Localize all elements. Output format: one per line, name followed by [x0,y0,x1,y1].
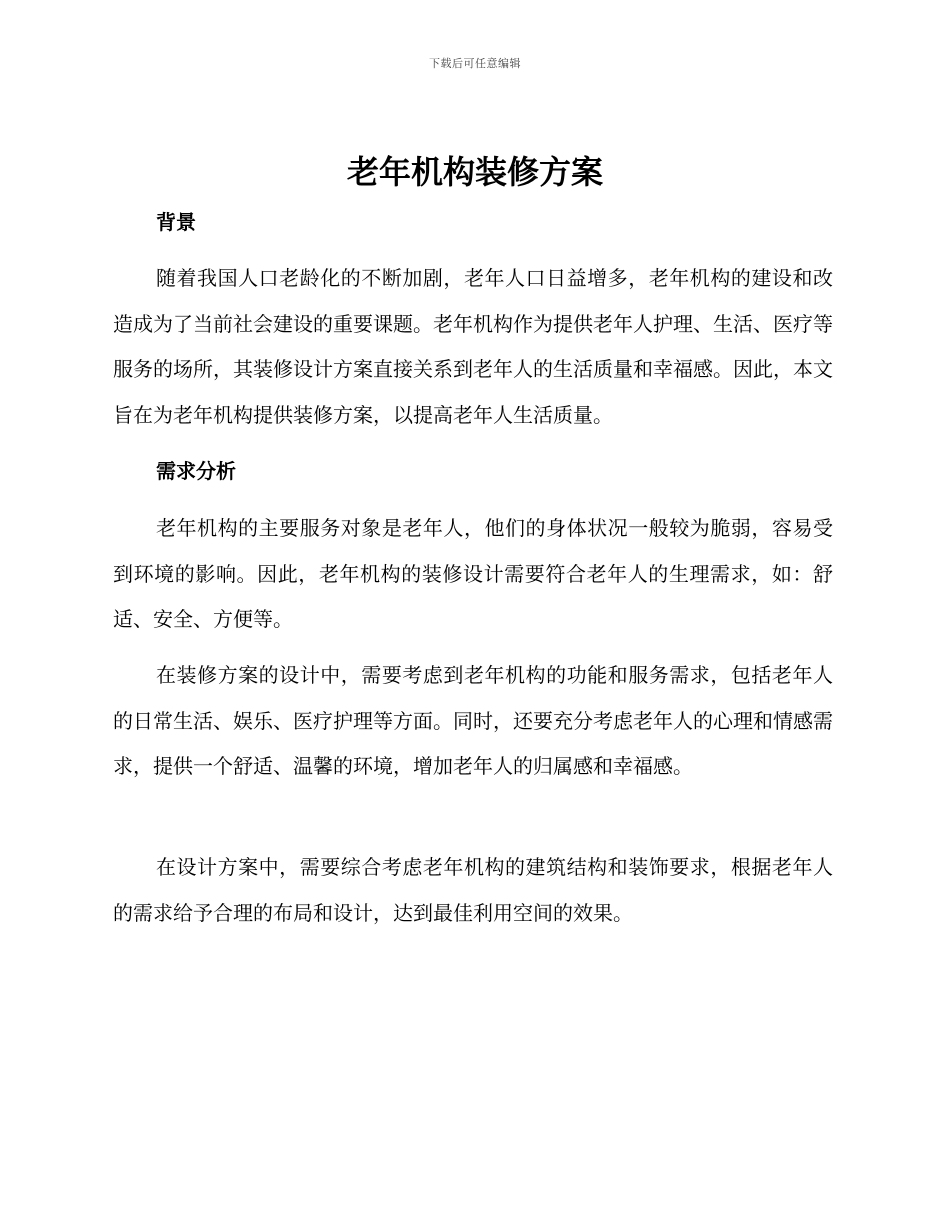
section-heading-needs-analysis: 需求分析 [156,459,236,483]
paragraph-needs-2: 在装修方案的设计中，需要考虑到老年机构的功能和服务需求，包括老年人的日常生活、娱乐、医疗护理等方面。同时，还要充分考虑老年人的心理和情感需求，提供一个舒适、温馨的环境，增加老年人的归属感和幸福感。 [113,663,833,778]
paragraph-needs-3: 在设计方案中，需要综合考虑老年机构的建筑结构和装饰要求，根据老年人的需求给予合理的布局和设计，达到最佳利用空间的效果。 [113,855,833,925]
section-heading-background: 背景 [156,210,196,234]
document-title: 老年机构装修方案 [346,153,603,191]
header-note: 下载后可任意编辑 [429,57,521,70]
paragraph-needs-1: 老年机构的主要服务对象是老年人，他们的身体状况一般较为脆弱，容易受到环境的影响。因此，老年机构的装修设计需要符合老年人的生理需求，如：舒适、安全、方便等。 [113,516,833,631]
paragraph-background: 随着我国人口老龄化的不断加剧，老年人口日益增多，老年机构的建设和改造成为了当前社会建设的重要课题。老年机构作为提供老年人护理、生活、医疗等服务的场所，其装修设计方案直接关系到老年人的生活质量和幸福感。因此，本文旨在为老年机构提供装修方案，以提高老年人生活质量。 [113,266,833,427]
